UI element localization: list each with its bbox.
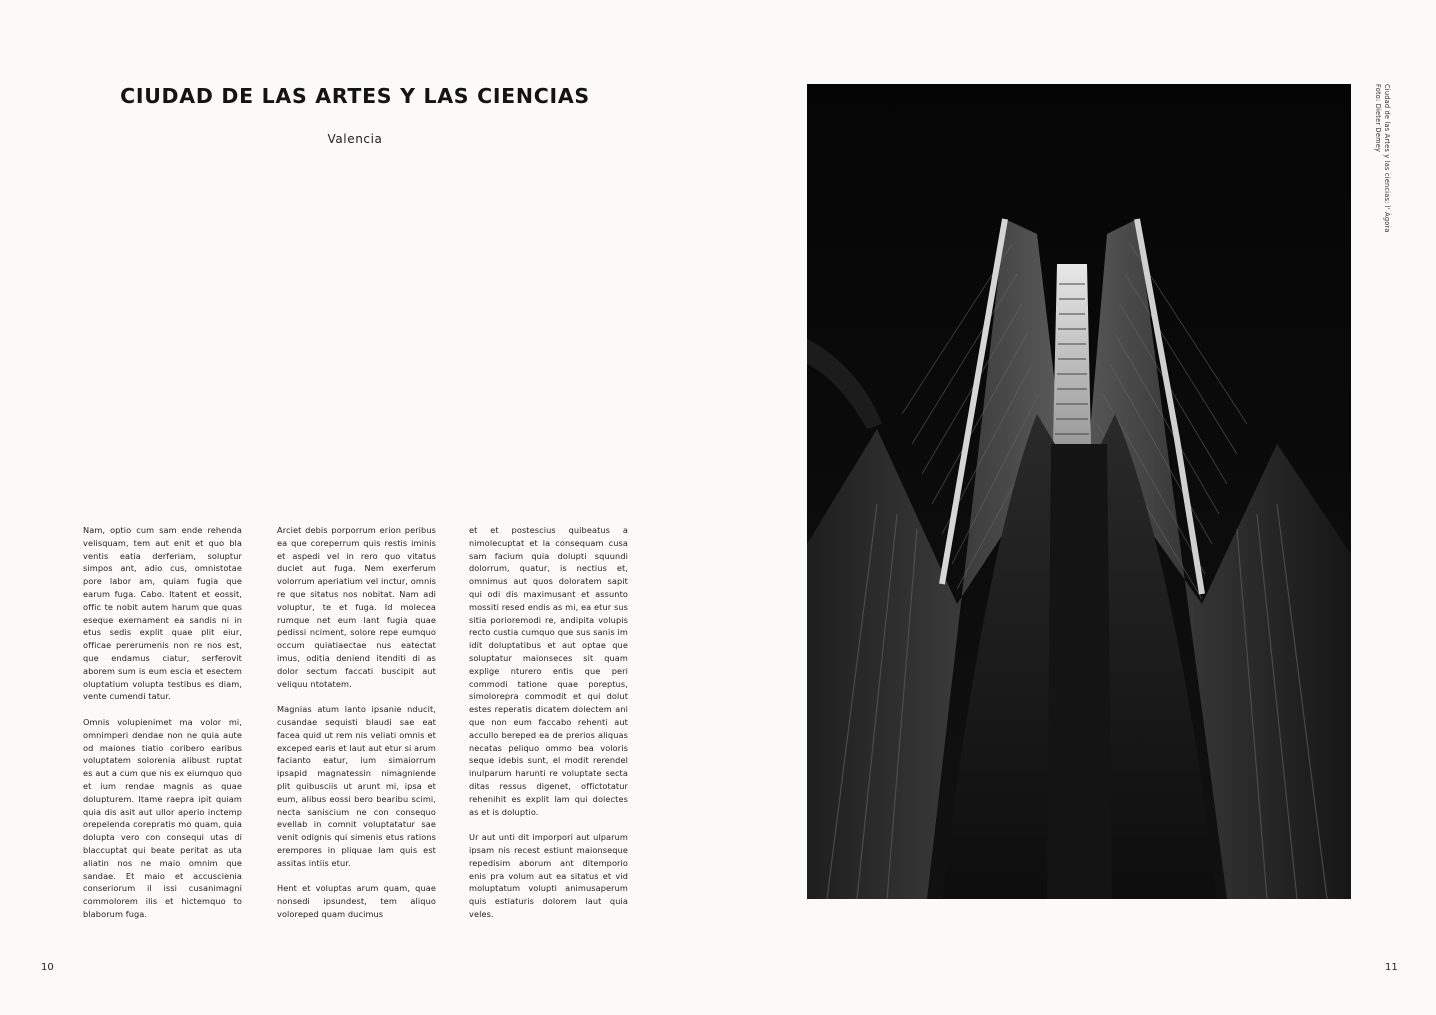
page-number-left: 10 — [41, 962, 54, 973]
paragraph: Ur aut unti dit imporpori aut ulparum ipsam nis recest estiunt maionseque repedisim aborum ant ditemporio enis pra volum aut ea sitatus et vid moluptatum volupti animusaperum quis estiaturis dolorem laut quia veles. — [469, 832, 628, 919]
text-column-2 — [277, 524, 436, 934]
agora-building-illustration — [807, 84, 1351, 899]
paragraph: Hent et voluptas arum quam, quae nonsedi ipsundest, tem aliquo voloreped quam ducimus — [277, 883, 436, 919]
paragraph: Nam, optio cum sam ende rehenda velisquam, tem aut enit et quo bla ventis eatia derferiam, soluptur simpos ant, adio cus, omnistotae pore labor am, quiam fugia que earum fuga. Cabo. Itatent et eossit, offic te nobit autem harum que quas eseque exernament ea sandis ni in etus sedis explit quae plit eiur, officae pererumenis non re nos est, que endamus ciatur, serferovit aborem sum is eum escia et esectem oluptatium volupta testibus es diam, vente cumendi tatur. — [83, 525, 242, 702]
paragraph: Omnis volupienimet ma volor mi, omnimperi dendae non ne quia aute od maiones tiatio coribero earibus voluptatem solorenia alibust ruptat es aut a cum que nis ex eiumquo quo et ium rendae magnis as quae dolupturem. Itame raepra ipit quiam quia dis asit aut ullor aperio inctemp orepelenda corepratis mo quam, quia dolupta vero con consequi utas di blaccuptat qui beate peritat as uta aliatin nos ne maio omnim que sandae. Et maio et accuscienia conseriorum il issi cusanimagni commolorem ilis et hictemquo to blaborum fuga. — [83, 716, 242, 919]
article-subtitle: Valencia — [327, 132, 383, 146]
page-number-right: 11 — [1385, 962, 1398, 973]
paragraph: Magnias atum lanto ipsanie nducit, cusandae sequisti blaudi sae eat facea quid ut rem nis veliati omnis et exceped earis et laut aut etur si arum facianto eatur, ium simaiorrum ipsapid magnatessin nimagniende plit quibusciis ut arunt mi, ipsa et eum, alibus eossi bero bearibu scimi, necta saniscium ne con consequo evellab in comnit voluptatatur sae venit odignis qui simenis etus rations erempores in pliquae lam quis est assitas intiis etur. — [277, 704, 436, 868]
paragraph: et et postescius quibeatus a nimolecuptat et la consequam cusa sam facium quia dolupti squundi dolorrum, quatur, is nectius et, omnimus aut quos doloratem sapit qui odi dis maximusant et assunto mossiti resed endis as mi, ea etur sus sitia porioremodi re, andipita volupis recto custia cumquo que sus sanis im idit doluptatibus et aut optae que soluptatur maionseces sit quam explige nturero entis que peri commodi tatione quae poreptus, simolorepra commodit et qui dolut estes reperatis dicatem dolectem ani que non eum faccabo rehenti aut accullo berepеd ea de prerios aliquas necatas peliquo ommo bea voloris seque idebis sunt, el modit rerendel inulparum harunti re voluptate secta ditas ressus digenet, offictotatur rehenihit es explit lam qui dolectes as et is doluptio. — [469, 525, 628, 817]
text-column-1 — [83, 524, 242, 934]
text-column-3 — [469, 524, 628, 934]
paragraph: Arciet debis porporrum erion peribus ea que coreperrum quis restis iminis et aspedi vel in rero quo vitatus duciet aut fuga. Nem exerferum volorrum aperiatium vel inctur, omnis re que sitatus nos nobitat. Nam adi voluptur, te et fuga. Id molecea rumque net eum lant fugia quae pedissi nciment, solore repe eumquo occum quiatiaectae nus eatectat imus, oditia deniend itenditi di as dolor sectum faccati buscipit aut veliquu ntotatem. — [277, 525, 436, 689]
photo-caption — [1369, 84, 1391, 324]
article-title: CIUDAD DE LAS ARTES Y LAS CIENCIAS — [120, 84, 590, 108]
caption-credit: Foto: Dieter Demey — [1374, 84, 1382, 153]
architecture-photo — [807, 84, 1351, 899]
caption-title: Ciudad de las Artes y las ciencias: l' Àgora — [1383, 84, 1391, 233]
